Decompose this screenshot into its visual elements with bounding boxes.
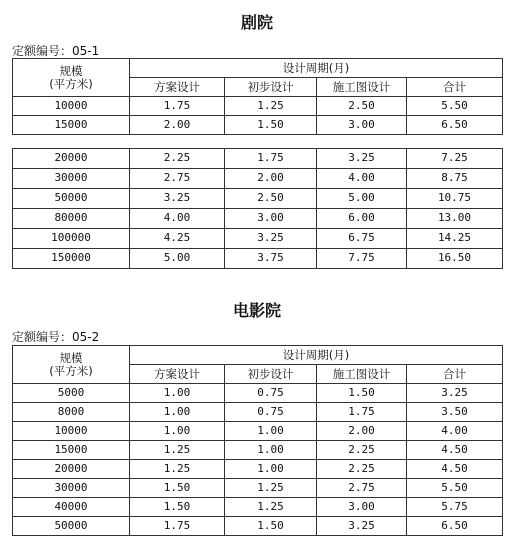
cell: 7.25 bbox=[407, 149, 503, 169]
cell: 20000 bbox=[13, 460, 130, 479]
col-header: 初步设计 bbox=[225, 365, 317, 384]
cell: 3.50 bbox=[407, 403, 503, 422]
cell: 1.00 bbox=[130, 422, 225, 441]
cell: 3.25 bbox=[317, 517, 407, 536]
cell: 2.25 bbox=[130, 149, 225, 169]
cell: 15000 bbox=[13, 116, 130, 135]
cell: 2.50 bbox=[317, 97, 407, 116]
col-header: 方案设计 bbox=[130, 365, 225, 384]
cell: 1.50 bbox=[130, 498, 225, 517]
table-row bbox=[13, 169, 503, 189]
cell: 1.75 bbox=[225, 149, 317, 169]
table-row bbox=[13, 97, 503, 116]
table-row bbox=[13, 229, 503, 249]
cell: 2.25 bbox=[317, 441, 407, 460]
cell: 3.25 bbox=[225, 229, 317, 249]
cell: 1.75 bbox=[130, 517, 225, 536]
cell: 1.75 bbox=[130, 97, 225, 116]
cell: 2.00 bbox=[130, 116, 225, 135]
cell: 2.00 bbox=[317, 422, 407, 441]
cell: 2.75 bbox=[130, 169, 225, 189]
table-row bbox=[13, 460, 503, 479]
cell: 1.00 bbox=[225, 460, 317, 479]
table-row bbox=[13, 249, 503, 269]
cell: 3.00 bbox=[317, 116, 407, 135]
cell: 4.50 bbox=[407, 441, 503, 460]
cell: 40000 bbox=[13, 498, 130, 517]
cell: 6.00 bbox=[317, 209, 407, 229]
cell: 1.50 bbox=[225, 116, 317, 135]
quota-code-theater: 定额编号：05-1 bbox=[12, 44, 100, 58]
cell: 5.00 bbox=[130, 249, 225, 269]
cell: 1.50 bbox=[317, 384, 407, 403]
col-header: 合计 bbox=[407, 78, 503, 97]
table-row bbox=[13, 384, 503, 403]
quota-code-cinema: 定额编号：05-2 bbox=[12, 330, 100, 344]
period-header: 设计周期(月) bbox=[130, 346, 503, 365]
cell: 1.25 bbox=[225, 479, 317, 498]
col-header: 施工图设计 bbox=[317, 78, 407, 97]
cell: 150000 bbox=[13, 249, 130, 269]
table-row bbox=[13, 498, 503, 517]
cell: 100000 bbox=[13, 229, 130, 249]
cell: 8.75 bbox=[407, 169, 503, 189]
col-header: 初步设计 bbox=[225, 78, 317, 97]
cell: 6.75 bbox=[317, 229, 407, 249]
cell: 3.25 bbox=[407, 384, 503, 403]
table-row bbox=[13, 189, 503, 209]
col-header: 合计 bbox=[407, 365, 503, 384]
theater-table-top bbox=[12, 58, 503, 135]
cell: 1.25 bbox=[130, 441, 225, 460]
cell: 6.50 bbox=[407, 116, 503, 135]
table-row bbox=[13, 209, 503, 229]
table-row bbox=[13, 403, 503, 422]
cell: 30000 bbox=[13, 169, 130, 189]
cell: 1.25 bbox=[130, 460, 225, 479]
cell: 1.75 bbox=[317, 403, 407, 422]
cell: 10000 bbox=[13, 97, 130, 116]
scale-header bbox=[13, 59, 130, 97]
cell: 15000 bbox=[13, 441, 130, 460]
theater-table-bottom bbox=[12, 148, 503, 269]
cell: 1.00 bbox=[225, 422, 317, 441]
section-title-theater: 剧院 bbox=[240, 13, 273, 32]
cell: 5000 bbox=[13, 384, 130, 403]
cell: 30000 bbox=[13, 479, 130, 498]
cell: 1.25 bbox=[225, 97, 317, 116]
scale-label: 规模 bbox=[59, 350, 83, 365]
cell: 13.00 bbox=[407, 209, 503, 229]
cell: 3.75 bbox=[225, 249, 317, 269]
cell: 1.50 bbox=[130, 479, 225, 498]
cell: 50000 bbox=[13, 189, 130, 209]
cell: 5.00 bbox=[317, 189, 407, 209]
cell: 0.75 bbox=[225, 403, 317, 422]
cell: 2.25 bbox=[317, 460, 407, 479]
col-header: 方案设计 bbox=[130, 78, 225, 97]
table-row bbox=[13, 479, 503, 498]
cell: 2.75 bbox=[317, 479, 407, 498]
cinema-table bbox=[12, 345, 503, 536]
cell: 1.00 bbox=[130, 403, 225, 422]
table-row bbox=[13, 149, 503, 169]
cell: 1.50 bbox=[225, 517, 317, 536]
cell: 4.25 bbox=[130, 229, 225, 249]
cell: 1.00 bbox=[130, 384, 225, 403]
cell: 3.25 bbox=[130, 189, 225, 209]
cell: 2.00 bbox=[225, 169, 317, 189]
cell: 7.75 bbox=[317, 249, 407, 269]
scale-unit: (平方米) bbox=[49, 76, 93, 91]
cell: 20000 bbox=[13, 149, 130, 169]
cell: 1.00 bbox=[225, 441, 317, 460]
cell: 8000 bbox=[13, 403, 130, 422]
scale-label: 规模 bbox=[59, 63, 83, 78]
cell: 6.50 bbox=[407, 517, 503, 536]
cell: 3.00 bbox=[317, 498, 407, 517]
table-row bbox=[13, 517, 503, 536]
cell: 16.50 bbox=[407, 249, 503, 269]
cell: 5.50 bbox=[407, 479, 503, 498]
cell: 10000 bbox=[13, 422, 130, 441]
cell: 50000 bbox=[13, 517, 130, 536]
scale-header bbox=[13, 346, 130, 384]
cell: 4.00 bbox=[317, 169, 407, 189]
cell: 4.00 bbox=[407, 422, 503, 441]
period-header: 设计周期(月) bbox=[130, 59, 503, 78]
cell: 5.50 bbox=[407, 97, 503, 116]
cell: 2.50 bbox=[225, 189, 317, 209]
cell: 3.25 bbox=[317, 149, 407, 169]
cell: 4.50 bbox=[407, 460, 503, 479]
cell: 14.25 bbox=[407, 229, 503, 249]
section-title-cinema: 电影院 bbox=[232, 301, 281, 320]
cell: 10.75 bbox=[407, 189, 503, 209]
cell: 0.75 bbox=[225, 384, 317, 403]
cell: 1.25 bbox=[225, 498, 317, 517]
cell: 80000 bbox=[13, 209, 130, 229]
cell: 5.75 bbox=[407, 498, 503, 517]
scale-unit: (平方米) bbox=[49, 363, 93, 378]
col-header: 施工图设计 bbox=[317, 365, 407, 384]
cell: 3.00 bbox=[225, 209, 317, 229]
table-row bbox=[13, 116, 503, 135]
cell: 4.00 bbox=[130, 209, 225, 229]
table-row bbox=[13, 422, 503, 441]
table-row bbox=[13, 441, 503, 460]
